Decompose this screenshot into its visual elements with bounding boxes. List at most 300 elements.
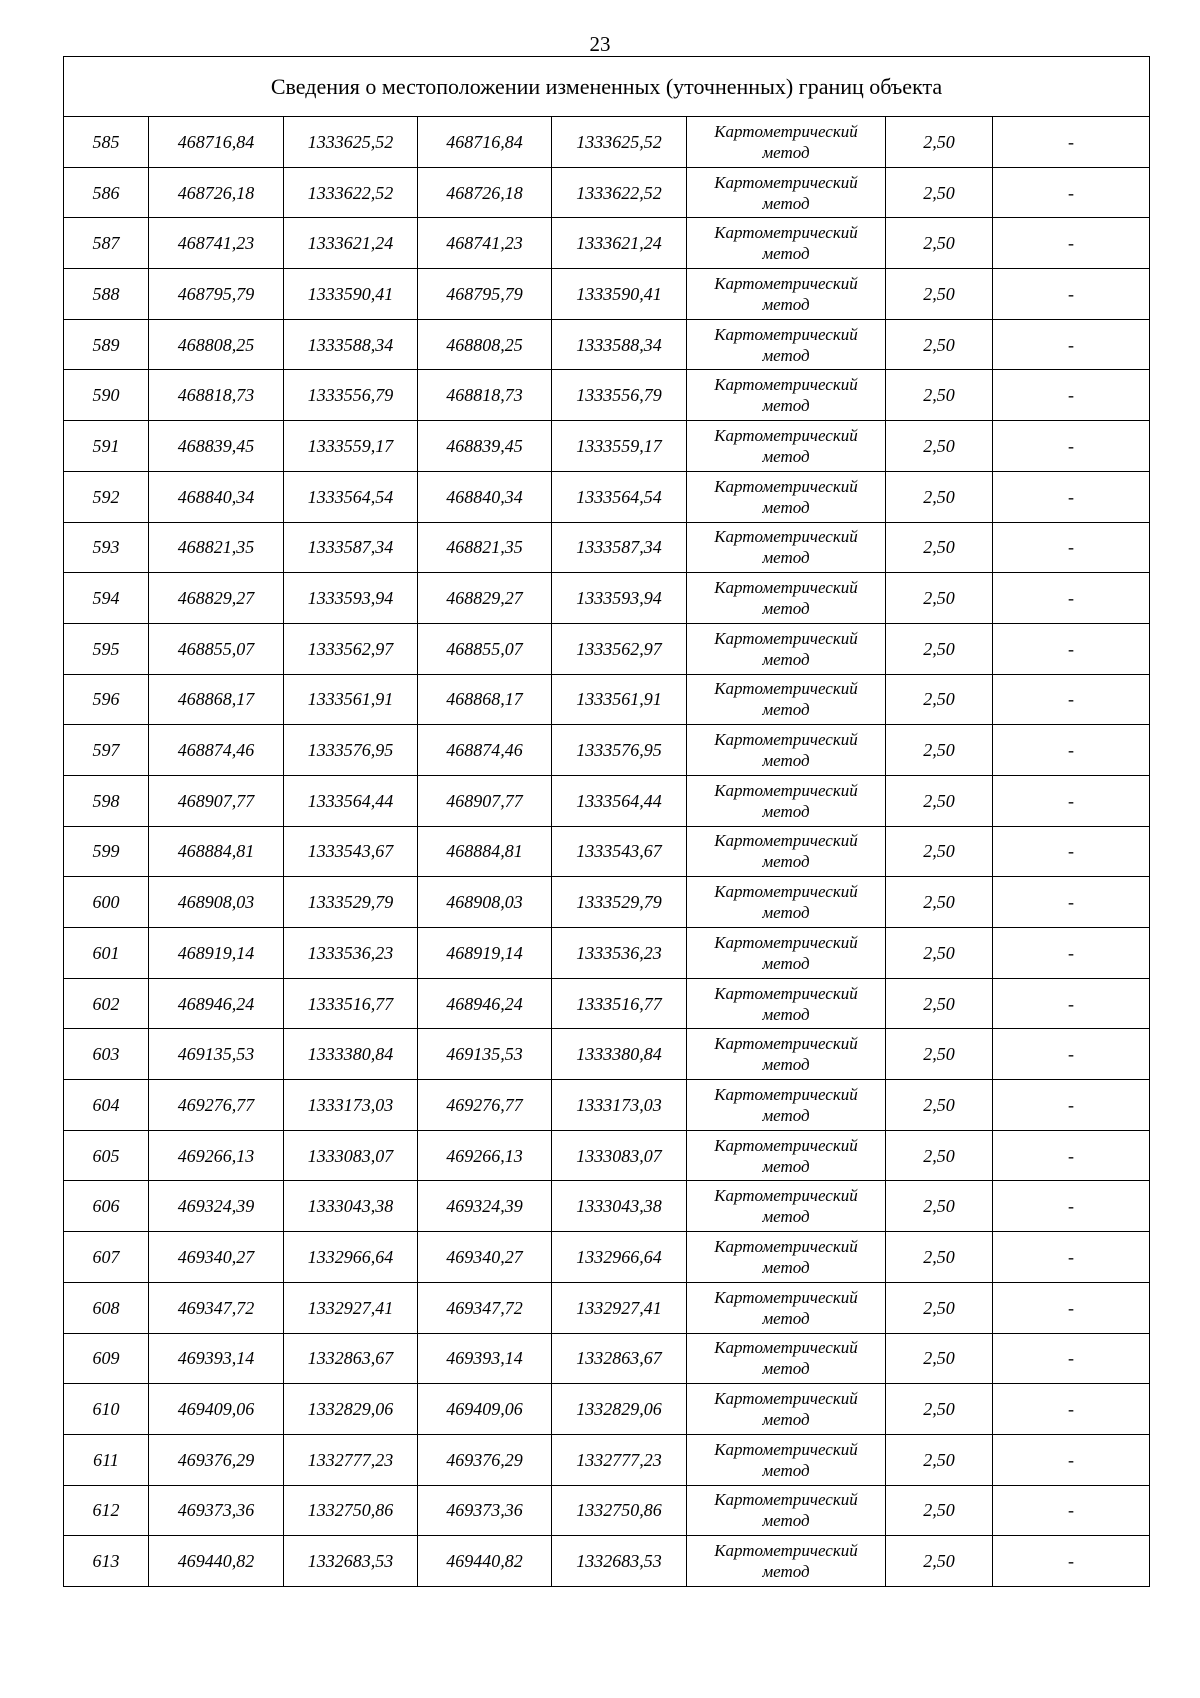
existing-x-cell: 468726,18 [149, 167, 284, 218]
table-row [64, 167, 1150, 218]
existing-x-cell: 468855,07 [149, 623, 284, 674]
accuracy-cell: 2,50 [886, 573, 993, 624]
method-line: Картометрический [714, 375, 858, 395]
table-row [64, 1434, 1150, 1485]
accuracy-cell: 2,50 [886, 775, 993, 826]
existing-x-cell: 468808,25 [149, 319, 284, 370]
note-cell: - [993, 623, 1150, 674]
existing-y-cell: 1333562,97 [284, 623, 418, 674]
method-line: Картометрический [714, 780, 858, 800]
refined-y-cell: 1333536,23 [552, 928, 687, 979]
method-line: Картометрический [714, 1338, 858, 1358]
refined-x-cell: 468919,14 [418, 928, 552, 979]
note-cell: - [993, 826, 1150, 877]
table-title: Сведения о местоположении измененных (уточненных) границ объекта [64, 57, 1150, 117]
existing-x-cell: 468919,14 [149, 928, 284, 979]
table-row [64, 1485, 1150, 1536]
refined-y-cell: 1332777,23 [552, 1434, 687, 1485]
point-number-cell: 599 [64, 826, 149, 877]
method-line: Картометрический [714, 983, 858, 1003]
point-number-cell: 590 [64, 370, 149, 421]
refined-x-cell: 468946,24 [418, 978, 552, 1029]
accuracy-cell: 2,50 [886, 674, 993, 725]
table-row [64, 978, 1150, 1029]
note-cell: - [993, 1232, 1150, 1283]
table-row [64, 1029, 1150, 1080]
method-cell [687, 725, 886, 776]
accuracy-cell: 2,50 [886, 1434, 993, 1485]
method-line: Картометрический [714, 527, 858, 547]
note-cell: - [993, 218, 1150, 269]
refined-x-cell: 468868,17 [418, 674, 552, 725]
accuracy-cell: 2,50 [886, 1333, 993, 1384]
method-line: метод [762, 1257, 810, 1277]
method-line: метод [762, 548, 810, 568]
note-cell: - [993, 725, 1150, 776]
note-cell: - [993, 269, 1150, 320]
method-line: Картометрический [714, 1034, 858, 1054]
refined-y-cell: 1333380,84 [552, 1029, 687, 1080]
accuracy-cell: 2,50 [886, 522, 993, 573]
method-cell [687, 117, 886, 168]
existing-x-cell: 469376,29 [149, 1434, 284, 1485]
refined-y-cell: 1333543,67 [552, 826, 687, 877]
refined-x-cell: 469376,29 [418, 1434, 552, 1485]
existing-x-cell: 468821,35 [149, 522, 284, 573]
existing-y-cell: 1333588,34 [284, 319, 418, 370]
note-cell: - [993, 1029, 1150, 1080]
method-line: метод [762, 1511, 810, 1531]
existing-y-cell: 1333536,23 [284, 928, 418, 979]
refined-x-cell: 469135,53 [418, 1029, 552, 1080]
method-line: Картометрический [714, 324, 858, 344]
refined-x-cell: 468716,84 [418, 117, 552, 168]
refined-x-cell: 469409,06 [418, 1384, 552, 1435]
method-cell [687, 1282, 886, 1333]
refined-y-cell: 1332829,06 [552, 1384, 687, 1435]
table-row [64, 522, 1150, 573]
refined-y-cell: 1333564,54 [552, 471, 687, 522]
method-line: метод [762, 649, 810, 669]
method-cell [687, 1029, 886, 1080]
accuracy-cell: 2,50 [886, 269, 993, 320]
note-cell: - [993, 421, 1150, 472]
note-cell: - [993, 522, 1150, 573]
table-row [64, 573, 1150, 624]
method-cell [687, 269, 886, 320]
existing-x-cell: 468818,73 [149, 370, 284, 421]
note-cell: - [993, 471, 1150, 522]
note-cell: - [993, 1181, 1150, 1232]
note-cell: - [993, 674, 1150, 725]
method-line: Картометрический [714, 1439, 858, 1459]
method-line: Картометрический [714, 831, 858, 851]
method-cell [687, 1080, 886, 1131]
refined-x-cell: 468795,79 [418, 269, 552, 320]
existing-y-cell: 1333587,34 [284, 522, 418, 573]
existing-x-cell: 468741,23 [149, 218, 284, 269]
method-cell [687, 1536, 886, 1587]
refined-y-cell: 1333588,34 [552, 319, 687, 370]
refined-y-cell: 1332750,86 [552, 1485, 687, 1536]
point-number-cell: 586 [64, 167, 149, 218]
refined-x-cell: 468884,81 [418, 826, 552, 877]
existing-y-cell: 1333516,77 [284, 978, 418, 1029]
point-number-cell: 606 [64, 1181, 149, 1232]
refined-x-cell: 469440,82 [418, 1536, 552, 1587]
accuracy-cell: 2,50 [886, 1232, 993, 1283]
table-row [64, 1232, 1150, 1283]
existing-x-cell: 469373,36 [149, 1485, 284, 1536]
refined-x-cell: 468726,18 [418, 167, 552, 218]
accuracy-cell: 2,50 [886, 928, 993, 979]
method-line: метод [762, 1562, 810, 1582]
existing-x-cell: 469324,39 [149, 1181, 284, 1232]
method-cell [687, 1130, 886, 1181]
refined-y-cell: 1333593,94 [552, 573, 687, 624]
accuracy-cell: 2,50 [886, 319, 993, 370]
accuracy-cell: 2,50 [886, 370, 993, 421]
refined-x-cell: 468829,27 [418, 573, 552, 624]
refined-y-cell: 1333621,24 [552, 218, 687, 269]
point-number-cell: 591 [64, 421, 149, 472]
table-row [64, 623, 1150, 674]
existing-y-cell: 1333380,84 [284, 1029, 418, 1080]
existing-y-cell: 1333173,03 [284, 1080, 418, 1131]
accuracy-cell: 2,50 [886, 1282, 993, 1333]
method-cell [687, 218, 886, 269]
refined-x-cell: 469340,27 [418, 1232, 552, 1283]
method-line: метод [762, 142, 810, 162]
point-number-cell: 601 [64, 928, 149, 979]
method-line: метод [762, 852, 810, 872]
table-row [64, 421, 1150, 472]
table-row [64, 471, 1150, 522]
point-number-cell: 607 [64, 1232, 149, 1283]
existing-y-cell: 1333083,07 [284, 1130, 418, 1181]
accuracy-cell: 2,50 [886, 978, 993, 1029]
method-cell [687, 319, 886, 370]
accuracy-cell: 2,50 [886, 421, 993, 472]
accuracy-cell: 2,50 [886, 1536, 993, 1587]
existing-x-cell: 468874,46 [149, 725, 284, 776]
accuracy-cell: 2,50 [886, 218, 993, 269]
existing-y-cell: 1333564,44 [284, 775, 418, 826]
accuracy-cell: 2,50 [886, 117, 993, 168]
note-cell: - [993, 370, 1150, 421]
accuracy-cell: 2,50 [886, 877, 993, 928]
method-cell [687, 623, 886, 674]
existing-x-cell: 468795,79 [149, 269, 284, 320]
existing-y-cell: 1332777,23 [284, 1434, 418, 1485]
refined-y-cell: 1333622,52 [552, 167, 687, 218]
table-row [64, 877, 1150, 928]
refined-y-cell: 1333529,79 [552, 877, 687, 928]
point-number-cell: 605 [64, 1130, 149, 1181]
table-row [64, 319, 1150, 370]
method-line: метод [762, 953, 810, 973]
method-line: Картометрический [714, 679, 858, 699]
table-row [64, 370, 1150, 421]
existing-x-cell: 469440,82 [149, 1536, 284, 1587]
method-line: метод [762, 446, 810, 466]
method-line: Картометрический [714, 223, 858, 243]
note-cell: - [993, 775, 1150, 826]
point-number-cell: 602 [64, 978, 149, 1029]
page-number: 23 [589, 32, 611, 56]
table-row [64, 775, 1150, 826]
refined-y-cell: 1333043,38 [552, 1181, 687, 1232]
existing-y-cell: 1333621,24 [284, 218, 418, 269]
existing-y-cell: 1332683,53 [284, 1536, 418, 1587]
method-line: Картометрический [714, 1287, 858, 1307]
method-line: Картометрический [714, 1236, 858, 1256]
point-number-cell: 585 [64, 117, 149, 168]
table-row [64, 674, 1150, 725]
note-cell: - [993, 978, 1150, 1029]
refined-x-cell: 469347,72 [418, 1282, 552, 1333]
existing-y-cell: 1333529,79 [284, 877, 418, 928]
refined-x-cell: 468818,73 [418, 370, 552, 421]
method-line: метод [762, 751, 810, 771]
method-line: метод [762, 599, 810, 619]
table-row [64, 218, 1150, 269]
point-number-cell: 588 [64, 269, 149, 320]
refined-y-cell: 1333590,41 [552, 269, 687, 320]
method-line: метод [762, 1410, 810, 1430]
accuracy-cell: 2,50 [886, 1384, 993, 1435]
existing-x-cell: 468884,81 [149, 826, 284, 877]
refined-x-cell: 468808,25 [418, 319, 552, 370]
refined-x-cell: 468839,45 [418, 421, 552, 472]
existing-y-cell: 1332863,67 [284, 1333, 418, 1384]
accuracy-cell: 2,50 [886, 1130, 993, 1181]
accuracy-cell: 2,50 [886, 471, 993, 522]
note-cell: - [993, 928, 1150, 979]
point-number-cell: 603 [64, 1029, 149, 1080]
refined-y-cell: 1332863,67 [552, 1333, 687, 1384]
method-line: метод [762, 193, 810, 213]
method-line: метод [762, 1004, 810, 1024]
method-line: Картометрический [714, 425, 858, 445]
accuracy-cell: 2,50 [886, 167, 993, 218]
method-cell [687, 1333, 886, 1384]
point-number-cell: 594 [64, 573, 149, 624]
method-cell [687, 573, 886, 624]
existing-x-cell: 468839,45 [149, 421, 284, 472]
existing-y-cell: 1333564,54 [284, 471, 418, 522]
refined-y-cell: 1332683,53 [552, 1536, 687, 1587]
note-cell: - [993, 1130, 1150, 1181]
method-cell [687, 421, 886, 472]
method-line: метод [762, 244, 810, 264]
method-line: метод [762, 1460, 810, 1480]
refined-x-cell: 468907,77 [418, 775, 552, 826]
refined-y-cell: 1333561,91 [552, 674, 687, 725]
point-number-cell: 600 [64, 877, 149, 928]
existing-y-cell: 1332927,41 [284, 1282, 418, 1333]
table-row [64, 725, 1150, 776]
table-row [64, 928, 1150, 979]
existing-x-cell: 468829,27 [149, 573, 284, 624]
accuracy-cell: 2,50 [886, 826, 993, 877]
table-row [64, 117, 1150, 168]
refined-x-cell: 469266,13 [418, 1130, 552, 1181]
refined-x-cell: 469373,36 [418, 1485, 552, 1536]
method-cell [687, 1232, 886, 1283]
method-line: метод [762, 497, 810, 517]
refined-y-cell: 1333516,77 [552, 978, 687, 1029]
point-number-cell: 597 [64, 725, 149, 776]
note-cell: - [993, 573, 1150, 624]
method-line: Картометрический [714, 1541, 858, 1561]
method-line: метод [762, 903, 810, 923]
table-row [64, 826, 1150, 877]
accuracy-cell: 2,50 [886, 1029, 993, 1080]
method-line: метод [762, 294, 810, 314]
existing-x-cell: 468840,34 [149, 471, 284, 522]
existing-y-cell: 1333556,79 [284, 370, 418, 421]
point-number-cell: 596 [64, 674, 149, 725]
method-cell [687, 1181, 886, 1232]
refined-x-cell: 468741,23 [418, 218, 552, 269]
method-line: Картометрический [714, 1135, 858, 1155]
refined-y-cell: 1333587,34 [552, 522, 687, 573]
existing-x-cell: 468907,77 [149, 775, 284, 826]
method-line: Картометрический [714, 1084, 858, 1104]
existing-x-cell: 469347,72 [149, 1282, 284, 1333]
refined-y-cell: 1333083,07 [552, 1130, 687, 1181]
point-number-cell: 608 [64, 1282, 149, 1333]
note-cell: - [993, 1333, 1150, 1384]
table-row [64, 1181, 1150, 1232]
point-number-cell: 612 [64, 1485, 149, 1536]
accuracy-cell: 2,50 [886, 725, 993, 776]
note-cell: - [993, 1536, 1150, 1587]
method-cell [687, 370, 886, 421]
method-cell [687, 877, 886, 928]
existing-y-cell: 1333576,95 [284, 725, 418, 776]
note-cell: - [993, 1434, 1150, 1485]
refined-y-cell: 1332966,64 [552, 1232, 687, 1283]
refined-x-cell: 468874,46 [418, 725, 552, 776]
existing-x-cell: 469266,13 [149, 1130, 284, 1181]
existing-x-cell: 468716,84 [149, 117, 284, 168]
existing-y-cell: 1333561,91 [284, 674, 418, 725]
point-number-cell: 587 [64, 218, 149, 269]
refined-y-cell: 1333562,97 [552, 623, 687, 674]
method-line: метод [762, 801, 810, 821]
boundary-coordinates-table [63, 56, 1150, 1587]
refined-x-cell: 468821,35 [418, 522, 552, 573]
method-cell [687, 775, 886, 826]
existing-x-cell: 469393,14 [149, 1333, 284, 1384]
point-number-cell: 611 [64, 1434, 149, 1485]
method-line: Картометрический [714, 578, 858, 598]
refined-y-cell: 1333625,52 [552, 117, 687, 168]
note-cell: - [993, 319, 1150, 370]
method-line: Картометрический [714, 628, 858, 648]
existing-y-cell: 1333593,94 [284, 573, 418, 624]
point-number-cell: 613 [64, 1536, 149, 1587]
refined-y-cell: 1333576,95 [552, 725, 687, 776]
point-number-cell: 609 [64, 1333, 149, 1384]
method-cell [687, 167, 886, 218]
point-number-cell: 598 [64, 775, 149, 826]
table-body [64, 117, 1150, 1587]
point-number-cell: 593 [64, 522, 149, 573]
existing-x-cell: 469135,53 [149, 1029, 284, 1080]
method-line: метод [762, 1359, 810, 1379]
note-cell: - [993, 117, 1150, 168]
existing-y-cell: 1333559,17 [284, 421, 418, 472]
method-line: Картометрический [714, 172, 858, 192]
refined-x-cell: 468855,07 [418, 623, 552, 674]
method-line: Картометрический [714, 882, 858, 902]
method-line: метод [762, 396, 810, 416]
accuracy-cell: 2,50 [886, 1080, 993, 1131]
method-cell [687, 522, 886, 573]
point-number-cell: 604 [64, 1080, 149, 1131]
existing-x-cell: 469276,77 [149, 1080, 284, 1131]
method-cell [687, 978, 886, 1029]
method-cell [687, 1384, 886, 1435]
table-row [64, 1130, 1150, 1181]
method-cell [687, 674, 886, 725]
table-row [64, 269, 1150, 320]
note-cell: - [993, 167, 1150, 218]
existing-x-cell: 469409,06 [149, 1384, 284, 1435]
method-line: Картометрический [714, 932, 858, 952]
existing-x-cell: 468946,24 [149, 978, 284, 1029]
refined-x-cell: 469276,77 [418, 1080, 552, 1131]
method-line: метод [762, 345, 810, 365]
table-row [64, 1333, 1150, 1384]
method-line: Картометрический [714, 476, 858, 496]
accuracy-cell: 2,50 [886, 1181, 993, 1232]
refined-y-cell: 1333564,44 [552, 775, 687, 826]
accuracy-cell: 2,50 [886, 623, 993, 674]
method-line: Картометрический [714, 1490, 858, 1510]
point-number-cell: 595 [64, 623, 149, 674]
note-cell: - [993, 1384, 1150, 1435]
table-row [64, 1536, 1150, 1587]
refined-x-cell: 468908,03 [418, 877, 552, 928]
method-line: метод [762, 1207, 810, 1227]
method-line: метод [762, 1105, 810, 1125]
table-row [64, 1282, 1150, 1333]
method-line: Картометрический [714, 273, 858, 293]
table-row [64, 1384, 1150, 1435]
existing-y-cell: 1333543,67 [284, 826, 418, 877]
refined-x-cell: 469324,39 [418, 1181, 552, 1232]
refined-x-cell: 468840,34 [418, 471, 552, 522]
method-cell [687, 826, 886, 877]
method-line: Картометрический [714, 121, 858, 141]
method-line: Картометрический [714, 730, 858, 750]
note-cell: - [993, 1282, 1150, 1333]
method-line: Картометрический [714, 1186, 858, 1206]
refined-y-cell: 1333559,17 [552, 421, 687, 472]
existing-y-cell: 1332829,06 [284, 1384, 418, 1435]
method-line: метод [762, 1156, 810, 1176]
method-cell [687, 928, 886, 979]
method-line: метод [762, 700, 810, 720]
note-cell: - [993, 1485, 1150, 1536]
method-cell [687, 1434, 886, 1485]
existing-x-cell: 469340,27 [149, 1232, 284, 1283]
existing-y-cell: 1333590,41 [284, 269, 418, 320]
